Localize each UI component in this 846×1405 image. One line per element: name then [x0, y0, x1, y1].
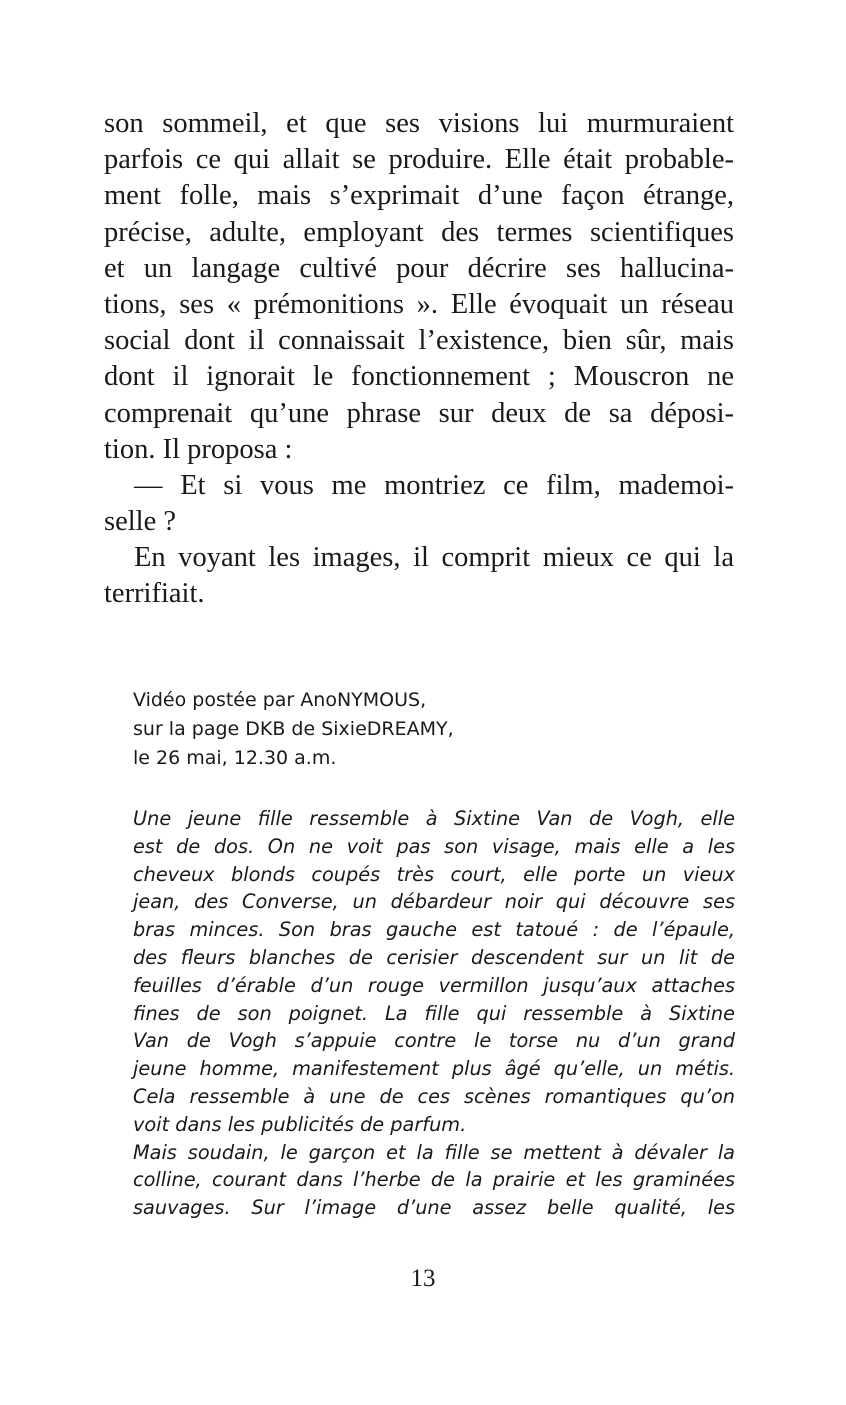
- description-line: jeune homme, manifestement plus âgé qu’elle, un métis.: [133, 1057, 735, 1081]
- narrative-line: tion. Il proposa :: [104, 433, 293, 465]
- narrative-line: parfois ce qui allait se produire. Elle était probable-: [104, 144, 734, 176]
- narrative-line: précise, adulte, employant des termes scientifiques: [104, 216, 734, 248]
- narrative-line: son sommeil, et que ses visions lui murmuraient: [104, 108, 734, 139]
- post-meta-page: sur la page DKB de SixieDREAMY,: [133, 718, 454, 740]
- dialogue-line: selle ?: [104, 506, 177, 538]
- dialogue-line: — Et si vous me montriez ce film, mademoi-: [134, 469, 734, 501]
- description-line: Mais soudain, le garçon et la fille se mettent à dévaler la: [133, 1140, 735, 1164]
- description-line: Cela ressemble à une de ces scènes romantiques qu’on: [133, 1084, 735, 1108]
- narrative-line: ment folle, mais s’exprimait d’une façon étrange,: [104, 180, 734, 212]
- description-line: colline, courant dans l’herbe de la prairie et les graminées: [133, 1168, 735, 1192]
- narrative-line: dont il ignorait le fonctionnement ; Mouscron ne: [104, 361, 734, 393]
- description-line: fines de son poignet. La fille qui ressemble à Sixtine: [133, 1001, 735, 1025]
- narrative-line: terrifiait.: [104, 578, 205, 610]
- description-line: Van de Vogh s’appuie contre le torse nu d’un grand: [133, 1029, 735, 1053]
- description-line: jean, des Converse, un débardeur noir qui découvre ses: [133, 890, 735, 914]
- description-line: voit dans les publicités de parfum.: [133, 1112, 467, 1136]
- narrative-line: En voyant les images, il comprit mieux ce qui la: [134, 542, 734, 574]
- narrative-text: [104, 106, 734, 613]
- description-line: feuilles d’érable d’un rouge vermillon jusqu’aux attaches: [133, 973, 735, 997]
- narrative-line: comprenait qu’une phrase sur deux de sa déposi-: [104, 397, 734, 429]
- description-line: sauvages. Sur l’image d’une assez belle qualité, les: [133, 1196, 735, 1220]
- narrative-line: social dont il connaissait l’existence, bien sûr, mais: [104, 325, 734, 357]
- description-line: cheveux blonds coupés très court, elle porte un vieux: [133, 862, 735, 886]
- description-line: est de dos. On ne voit pas son visage, mais elle a les: [133, 834, 735, 858]
- narrative-line: tions, ses « prémonitions ». Elle évoquait un réseau: [104, 288, 734, 320]
- narrative-line: et un langage cultivé pour décrire ses hallucina-: [104, 252, 734, 284]
- page-number: 13: [410, 1265, 436, 1292]
- description-line: bras minces. Son bras gauche est tatoué : de l’épaule,: [133, 918, 735, 942]
- post-meta-author: Vidéo postée par AnoNYMOUS,: [133, 689, 427, 711]
- description-line: des fleurs blanches de cerisier descendent sur un lit de: [133, 945, 735, 969]
- post-meta-date: le 26 mai, 12.30 a.m.: [133, 747, 337, 769]
- post-meta: [133, 686, 733, 773]
- description-line: Une jeune fille ressemble à Sixtine Van de Vogh, elle: [133, 807, 735, 830]
- video-description: [133, 805, 735, 1222]
